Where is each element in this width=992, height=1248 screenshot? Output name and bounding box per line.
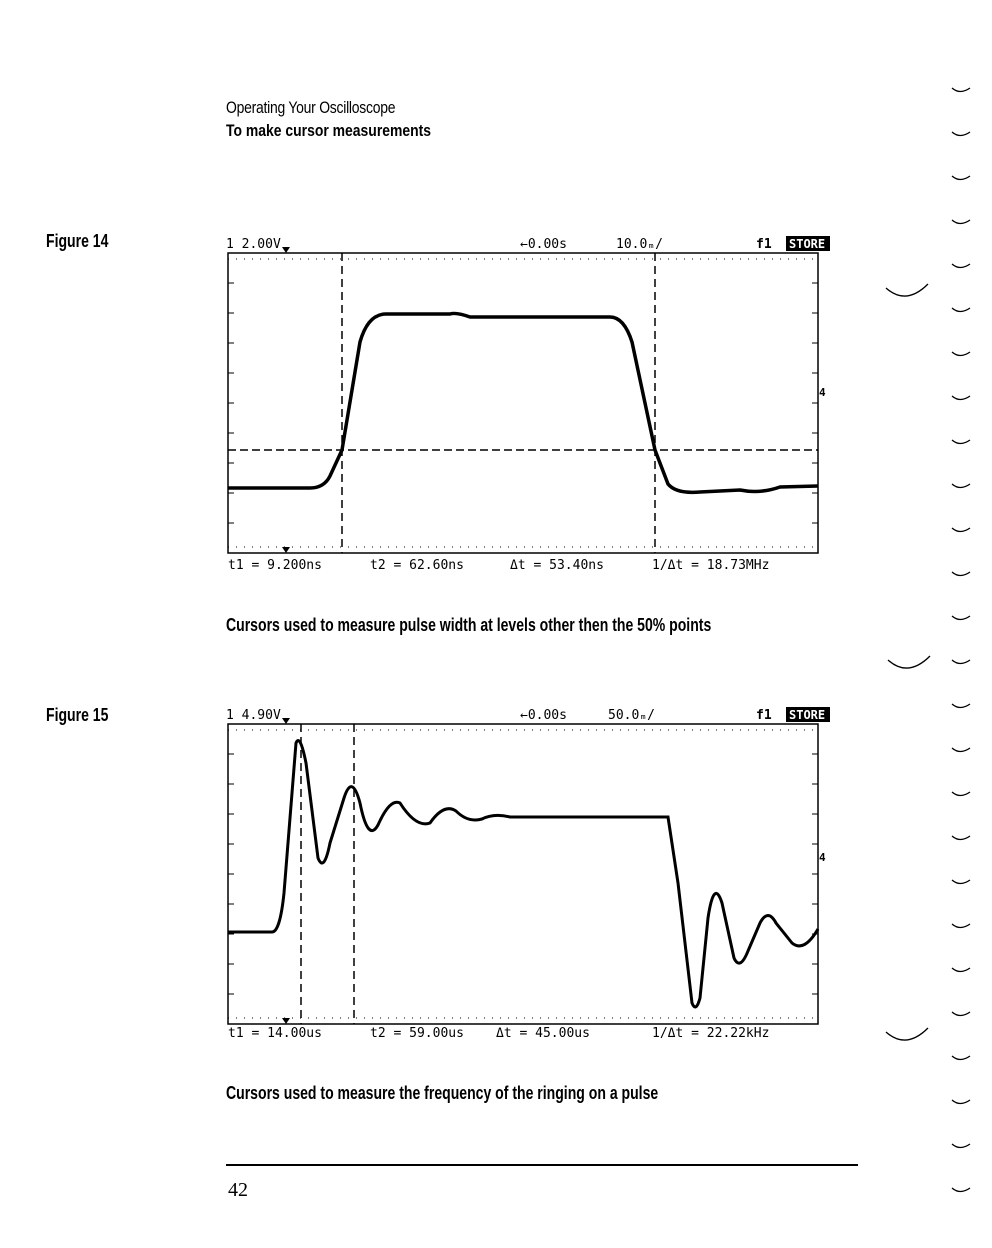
figure-14-oscilloscope-screen <box>220 232 840 577</box>
fig14-pulse-waveform <box>228 313 818 492</box>
fig14-readout-delta-t: Δt = 53.40ns <box>510 558 604 573</box>
fig14-timebase: 10.0ₘ/ <box>616 237 663 252</box>
fig14-graticule-ticks <box>228 259 818 547</box>
running-header-topic: To make cursor measurements <box>226 121 432 140</box>
fig14-readout-frequency: 1/Δt = 18.73MHz <box>652 558 770 573</box>
fig14-channel-scale: 1 2.00V <box>226 237 281 252</box>
fig15-channel-scale: 1 4.90V <box>226 708 281 723</box>
running-header-section: Operating Your Oscilloscope <box>226 98 396 117</box>
fig15-trigger-pointer-bottom <box>282 1018 290 1024</box>
fig15-graticule-frame <box>228 724 818 1024</box>
fig14-graticule-frame <box>228 253 818 553</box>
figure-15-label: Figure 15 <box>46 705 109 725</box>
fig15-trigger-pointer-top <box>282 718 290 724</box>
page-number: 42 <box>228 1179 248 1201</box>
figure-15-oscilloscope-screen <box>220 703 840 1048</box>
fig14-trigger-pointer-top <box>282 247 290 253</box>
figure-14-caption: Cursors used to measure pulse width at levels other then the 50% points <box>226 615 712 635</box>
fig15-ringing-waveform <box>228 741 818 1008</box>
fig14-channel-marker: 4 <box>819 386 826 399</box>
figure-14-label: Figure 14 <box>46 231 109 251</box>
fig15-timebase: 50.0ₘ/ <box>608 708 655 723</box>
fig15-trigger-slope: f1 <box>756 708 772 723</box>
fig14-trigger-slope: f1 <box>756 237 772 252</box>
fig15-readout-t2: t2 = 59.00us <box>370 1026 464 1041</box>
fig14-time-offset: ←0.00s <box>520 237 567 252</box>
binder-hole-marks <box>880 60 980 1215</box>
fig15-store-label: STORE <box>789 708 826 722</box>
fig15-readout-t1: t1 = 14.00us <box>228 1026 322 1041</box>
fig14-trigger-pointer-bottom <box>282 547 290 553</box>
fig15-readout-frequency: 1/Δt = 22.22kHz <box>652 1026 770 1041</box>
fig14-readout-t2: t2 = 62.60ns <box>370 558 464 573</box>
fig15-channel-marker: 4 <box>819 851 826 864</box>
fig14-readout-t1: t1 = 9.200ns <box>228 558 322 573</box>
fig15-graticule-ticks <box>228 730 818 1018</box>
fig15-time-offset: ←0.00s <box>520 708 567 723</box>
figure-15-caption: Cursors used to measure the frequency of the ringing on a pulse <box>226 1083 659 1103</box>
fig15-readout-delta-t: Δt = 45.00us <box>496 1026 590 1041</box>
fig14-store-label: STORE <box>789 237 826 251</box>
footer-rule <box>226 1164 858 1166</box>
